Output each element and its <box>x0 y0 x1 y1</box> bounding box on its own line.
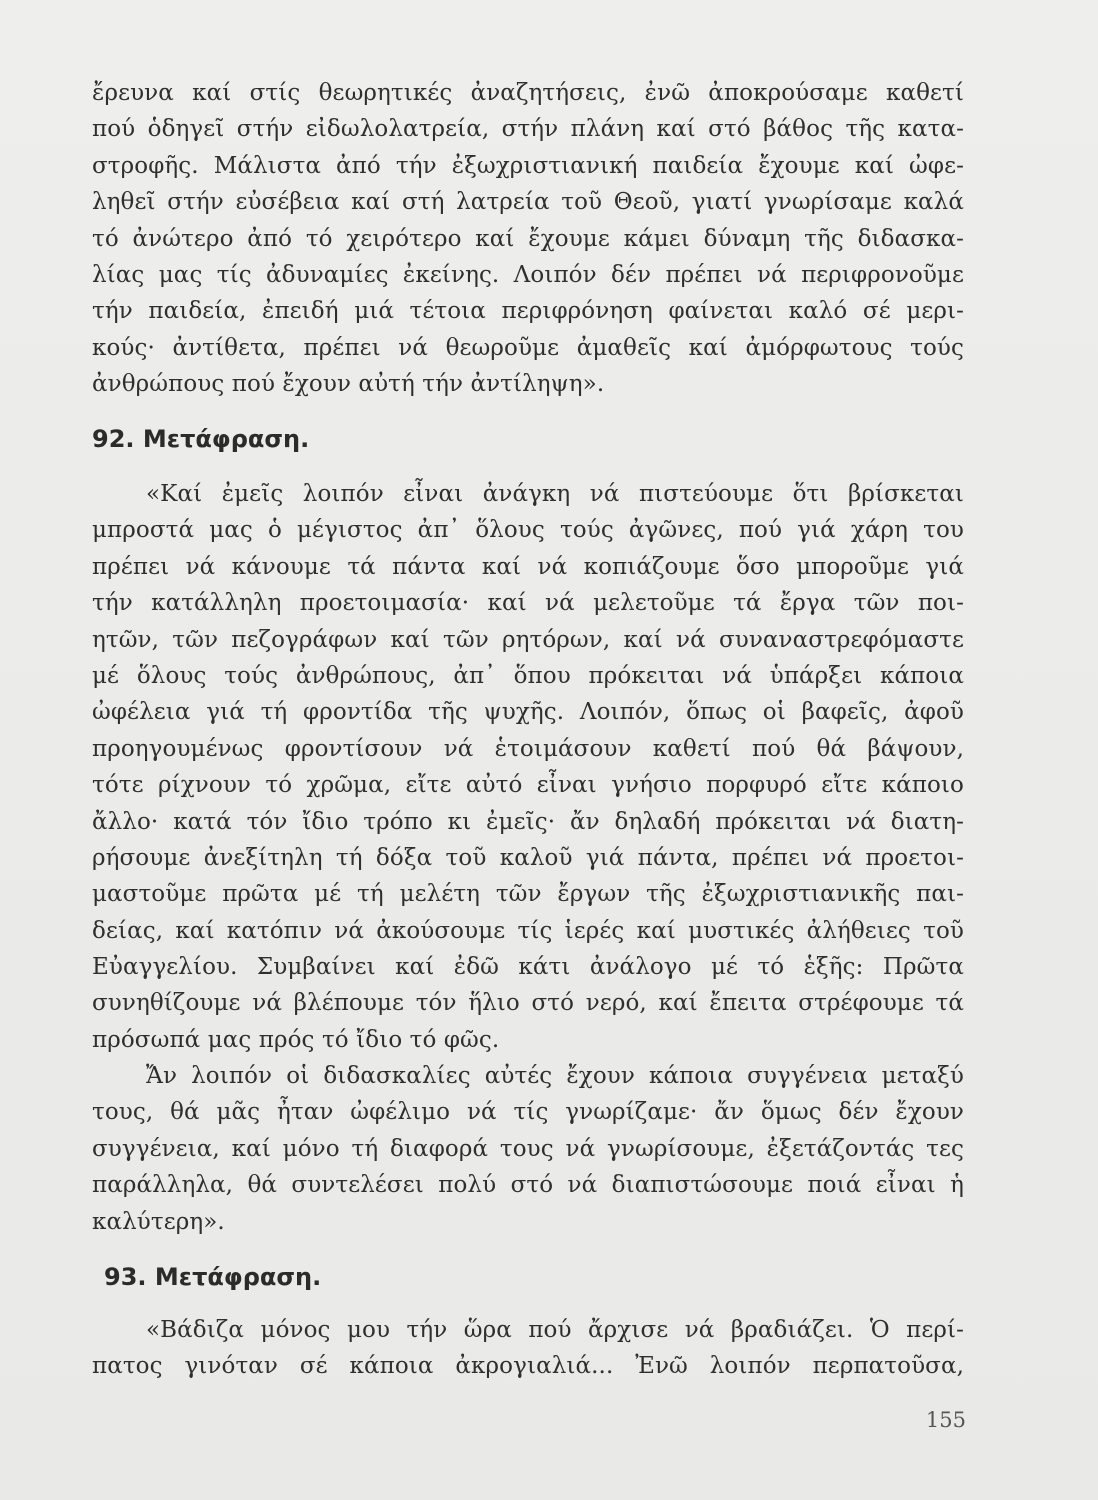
paragraph-continued-92 <box>92 1058 964 1240</box>
text-line: στροφῆς. Μάλιστα ἀπό τήν ἐξωχριστιανική παιδεία ἔχουμε καί ὠφε- <box>92 152 964 179</box>
text-line: καλύτερη». <box>92 1208 225 1235</box>
text-line: μαστοῦμε πρῶτα μέ τή μελέτη τῶν ἔργων τῆς ἐξωχριστιανικῆς παι- <box>92 881 964 908</box>
section-heading-93: 93. Μετάφραση. <box>104 1263 322 1291</box>
text-line: δείας, καί κατόπιν νά ἀκούσουμε τίς ἱερές καί μυστικές ἀλήθειες τοῦ <box>92 917 964 944</box>
text-line: παράλληλα, θά συντελέσει πολύ στό νά διαπιστώσουμε ποιά εἶναι ἡ <box>92 1172 964 1199</box>
text-line: προηγουμένως φροντίσουν νά ἑτοιμάσουν καθετί πού θά βάψουν, <box>92 735 964 762</box>
text-line: τήν κατάλληλη προετοιμασία· καί νά μελετοῦμε τά ἔργα τῶν ποι- <box>92 590 964 617</box>
text-line: τους, θά μᾶς ἦταν ὠφέλιμο νά τίς γνωρίζαμε· ἄν ὅμως δέν ἔχουν <box>92 1099 964 1126</box>
page-number: 155 <box>925 1408 966 1432</box>
text-line: πρόσωπά μας πρός τό ἴδιο τό φῶς. <box>92 1026 500 1053</box>
text-line: μπροστά μας ὁ μέγιστος ἀπ᾽ ὅλους τούς ἀγῶνες, πού γιά χάρη του <box>92 517 964 544</box>
section-heading-92: 92. Μετάφραση. <box>92 425 310 453</box>
text-line: τό ἀνώτερο ἀπό τό χειρότερο καί ἔχουμε κάμει δύναμη τῆς διδασκα- <box>92 225 964 252</box>
text-line: ητῶν, τῶν πεζογράφων καί τῶν ρητόρων, καί νά συναναστρεφόμαστε <box>92 626 964 653</box>
text-line: «Βάδιζα μόνος μου τήν ὥρα πού ἄρχισε νά βραδιάζει. Ὁ περί- <box>146 1317 964 1343</box>
text-line: «Καί ἐμεῖς λοιπόν εἶναι ἀνάγκη νά πιστεύουμε ὅτι βρίσκεται <box>146 481 964 507</box>
text-line: πού ὁδηγεῖ στήν εἰδωλολατρεία, στήν πλάνη καί στό βάθος τῆς κατα- <box>92 116 964 143</box>
paragraph-translation-92 <box>92 476 964 1058</box>
text-line: ληθεῖ στήν εὐσέβεια καί στή λατρεία τοῦ Θεοῦ, γιατί γνωρίσαμε καλά <box>92 189 964 216</box>
text-line: ἀνθρώπους πού ἔχουν αὐτή τήν ἀντίληψη». <box>92 371 605 398</box>
paragraph-continued <box>92 75 964 403</box>
paragraph-translation-93 <box>92 1312 964 1385</box>
text-line: συγγένεια, καί μόνο τή διαφορά τους νά γνωρίσουμε, ἐξετάζοντάς τες <box>92 1135 964 1162</box>
text-line: συνηθίζουμε νά βλέπουμε τόν ἥλιο στό νερό, καί ἔπειτα στρέφουμε τά <box>92 990 964 1017</box>
text-line: ἔρευνα καί στίς θεωρητικές ἀναζητήσεις, ἐνῶ ἀποκρούσαμε καθετί <box>92 80 964 106</box>
text-line: τότε ρίχνουν τό χρῶμα, εἴτε αὐτό εἶναι γνήσιο πορφυρό εἴτε κάποιο <box>92 772 964 799</box>
text-line: πατος γινόταν σέ κάποια ἀκρογιαλιά... Ἐνῶ λοιπόν περπατοῦσα, <box>92 1353 964 1380</box>
text-line: λίας μας τίς ἀδυναμίες ἐκείνης. Λοιπόν δέν πρέπει νά περιφρονοῦμε <box>92 261 964 288</box>
text-line: Εὐαγγελίου. Συμβαίνει καί ἐδῶ κάτι ἀνάλογο μέ τό ἑξῆς: Πρῶτα <box>92 954 964 981</box>
text-line: τήν παιδεία, ἐπειδή μιά τέτοια περιφρόνηση φαίνεται καλό σέ μερι- <box>92 298 964 325</box>
text-line: ἄλλο· κατά τόν ἴδιο τρόπο κι ἐμεῖς· ἄν δηλαδή πρόκειται νά διατη- <box>92 808 964 835</box>
text-line: Ἄν λοιπόν οἱ διδασκαλίες αὐτές ἔχουν κάποια συγγένεια μεταξύ <box>146 1063 964 1089</box>
text-line: ρήσουμε ἀνεξίτηλη τή δόξα τοῦ καλοῦ γιά πάντα, πρέπει νά προετοι- <box>92 844 964 871</box>
text-line: ὠφέλεια γιά τή φροντίδα τῆς ψυχῆς. Λοιπόν, ὅπως οἱ βαφεῖς, ἀφοῦ <box>92 699 964 726</box>
text-line: κούς· ἀντίθετα, πρέπει νά θεωροῦμε ἀμαθεῖς καί ἀμόρφωτους τούς <box>92 334 964 361</box>
text-line: μέ ὅλους τούς ἀνθρώπους, ἀπ᾽ ὅπου πρόκειται νά ὑπάρξει κάποια <box>92 662 964 689</box>
text-line: πρέπει νά κάνουμε τά πάντα καί νά κοπιάζουμε ὅσο μποροῦμε γιά <box>92 553 964 580</box>
